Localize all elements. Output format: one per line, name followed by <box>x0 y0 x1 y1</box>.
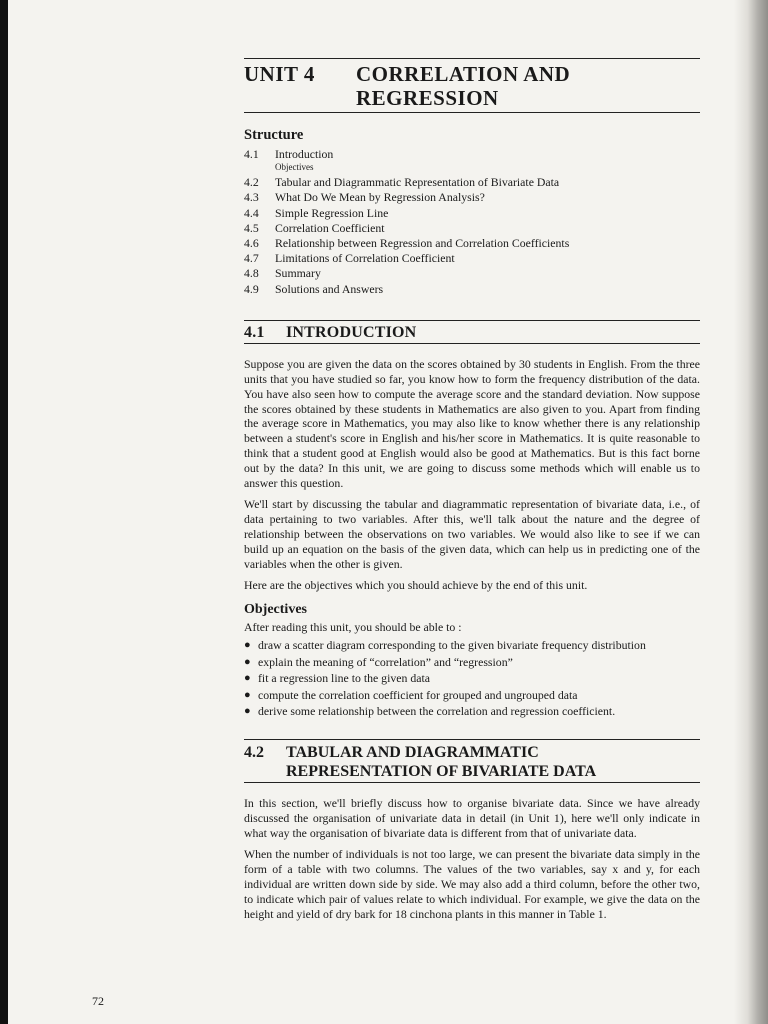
objective-text: derive some relationship between the correlation and regression coefficient. <box>258 704 616 719</box>
objective-text: explain the meaning of “correlation” and “regression” <box>258 654 513 669</box>
objective-text: draw a scatter diagram corresponding to the given bivariate frequency distribution <box>258 638 646 653</box>
structure-item <box>244 147 700 162</box>
objective-item <box>244 654 700 670</box>
structure-item-text: Summary <box>275 266 321 281</box>
objectives-heading: Objectives <box>244 602 307 618</box>
body-paragraph: Suppose you are given the data on the scores obtained by 30 students in English. From the three units that you have studied so far, you know how to form the frequency distribution of the data. You have also seen how to compute the average score and the standard deviation. Now suppose the scores obtained by these students in Mathematics are also given to you. Apart from finding the average score in Mathematics, you may also like to know whether there is any relationship between a student's score in English and his/her score in Mathematics. It is quite reasonable to think that a student good at English would also be good at Mathematics. But is this fact borne out by the data? In this unit, we are going to discuss some methods which will enable us to answer this question. <box>244 356 700 491</box>
objectives-intro: After reading this unit, you should be able to : <box>244 620 462 635</box>
scan-right-edge <box>734 0 768 1024</box>
unit-title-line-2: REGRESSION <box>356 86 499 110</box>
body-paragraph: We'll start by discussing the tabular and diagrammatic representation of bivariate data, i.e., of data pertaining to two variables. After this, we'll talk about the nature and the degree of relationship between the observations on two variables. We would also like to see if we can build up an equation on the basis of the given data, which can help us in predicting one of the variables when the other is given. <box>244 496 700 571</box>
structure-item <box>244 282 700 297</box>
bullet-icon: ● <box>244 639 251 652</box>
section-title-line-1: TABULAR AND DIAGRAMMATIC <box>286 744 539 762</box>
structure-item <box>244 175 700 190</box>
structure-item-text: Introduction <box>275 147 334 161</box>
unit-header <box>244 58 700 113</box>
objectives-list <box>244 637 700 719</box>
structure-item-text: Limitations of Correlation Coefficient <box>275 251 455 266</box>
body-paragraph: When the number of individuals is not too large, we can present the bivariate data simply in the form of a table with two columns. The values of the two variables, say x and y, for each individual are written down side by side. We may also add a third column, before the other two, to indicate which pair of values relate to which individual. For example, we give the data on the height and yield of dry bark for 18 cinchona plants in this manner in Table 1. <box>244 847 700 921</box>
objective-text: fit a regression line to the given data <box>258 671 430 686</box>
structure-item-number: 4.7 <box>244 251 259 266</box>
structure-item-text: Simple Regression Line <box>275 205 389 220</box>
bullet-icon: ● <box>244 705 251 718</box>
structure-item <box>244 251 700 266</box>
structure-item-number: 4.5 <box>244 220 259 235</box>
structure-heading: Structure <box>244 127 304 143</box>
body-paragraph: Here are the objectives which you should achieve by the end of this unit. <box>244 577 588 592</box>
structure-item <box>244 221 700 236</box>
bullet-icon: ● <box>244 672 251 685</box>
structure-item-text: Tabular and Diagrammatic Representation of Bivariate Data <box>275 175 560 190</box>
structure-item <box>244 206 700 221</box>
bullet-icon: ● <box>244 688 251 701</box>
section-title-line-2: REPRESENTATION OF BIVARIATE DATA <box>286 763 597 781</box>
scan-left-edge <box>0 0 8 1024</box>
structure-list <box>244 147 700 297</box>
structure-item <box>244 236 700 251</box>
structure-item <box>244 266 700 281</box>
objective-item <box>244 637 700 653</box>
objective-item <box>244 687 700 703</box>
section-title: INTRODUCTION <box>286 323 417 341</box>
objective-item <box>244 670 700 686</box>
section-indent <box>244 762 286 781</box>
structure-item-number: 4.9 <box>244 281 259 296</box>
structure-item-number: 4.2 <box>244 175 259 190</box>
objective-item <box>244 703 700 719</box>
section-heading-bivariate <box>244 739 700 783</box>
objective-text: compute the correlation coefficient for grouped and ungrouped data <box>258 687 578 702</box>
structure-item-text: Solutions and Answers <box>275 281 384 296</box>
structure-sub-item: Objectives <box>275 162 314 173</box>
section-heading-row <box>244 762 700 781</box>
unit-title <box>356 62 570 110</box>
section-heading-row <box>244 743 700 762</box>
structure-item-number: 4.4 <box>244 205 259 220</box>
document-page <box>244 58 700 922</box>
structure-item-number: 4.8 <box>244 266 259 281</box>
structure-item-number: 4.6 <box>244 236 259 251</box>
section-heading-introduction <box>244 320 700 344</box>
section-number: 4.2 <box>244 744 264 762</box>
structure-item <box>244 190 700 205</box>
structure-item-text: What Do We Mean by Regression Analysis? <box>275 190 485 205</box>
structure-item-number: 4.1 <box>244 147 259 161</box>
structure-item-number: 4.3 <box>244 190 259 205</box>
unit-title-line-1: CORRELATION AND <box>356 62 571 86</box>
page-number: 72 <box>92 994 104 1008</box>
structure-item-text: Correlation Coefficient <box>275 220 385 235</box>
structure-item-text: Relationship between Regression and Correlation Coefficients <box>275 236 570 251</box>
body-paragraph: In this section, we'll briefly discuss how to organise bivariate data. Since we have already discussed the organisation of univariate data in detail (in Unit 1), here we'll only indicate in what way the organisation of bivariate data is different from that of univariate data. <box>244 796 700 841</box>
bullet-icon: ● <box>244 655 251 668</box>
unit-number: UNIT 4 <box>244 62 315 86</box>
section-number: 4.1 <box>244 323 265 341</box>
